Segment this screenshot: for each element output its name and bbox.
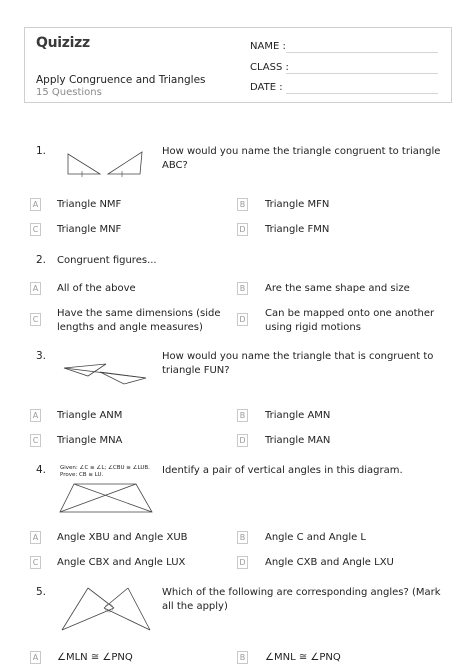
question-text: Congruent figures... (57, 255, 157, 266)
question-text: How would you name the triangle that is congruent to triangle FUN? (162, 351, 434, 376)
option-a-text[interactable]: Angle XBU and Angle XUB (57, 532, 188, 543)
triangle-figure (60, 144, 156, 182)
option-d-text[interactable]: Triangle MAN (265, 435, 331, 446)
option-c-text[interactable]: Triangle MNF (57, 224, 122, 235)
option-c-text[interactable]: Angle CBX and Angle LUX (57, 557, 186, 568)
option-b-text[interactable]: Triangle AMN (265, 410, 331, 421)
option-b-box[interactable]: B (237, 531, 248, 544)
question-count: 15 Questions (36, 87, 102, 98)
option-b-box[interactable]: B (237, 282, 248, 295)
option-a-box[interactable]: A (30, 282, 41, 295)
date-label: DATE : (250, 82, 283, 93)
name-label: NAME : (250, 41, 286, 52)
class-label: CLASS : (250, 62, 289, 73)
option-b-text[interactable]: ∠MNL ≅ ∠PNQ (265, 652, 341, 663)
question-number: 4. (36, 464, 47, 476)
option-b-text[interactable]: Triangle MFN (265, 199, 330, 210)
option-a-text[interactable]: All of the above (57, 283, 136, 294)
option-a-box[interactable]: A (30, 198, 41, 211)
option-b-box[interactable]: B (237, 409, 248, 422)
option-c-box[interactable]: C (30, 556, 41, 569)
option-d-box[interactable]: D (237, 434, 248, 447)
class-line[interactable] (286, 73, 438, 74)
given-text: Given: ∠C ≅ ∠L; ∠CBU ≅ ∠LUB. (60, 465, 150, 471)
option-d-text[interactable]: Can be mapped onto one another using rigid motions (265, 308, 435, 333)
worksheet-title: Apply Congruence and Triangles (36, 74, 206, 86)
option-c-text[interactable]: Have the same dimensions (side lengths and angle measures) (57, 308, 221, 333)
option-a-box[interactable]: A (30, 531, 41, 544)
option-a-box[interactable]: A (30, 409, 41, 422)
option-d-box[interactable]: D (237, 556, 248, 569)
option-c-box[interactable]: C (30, 223, 41, 236)
option-c-box[interactable]: C (30, 313, 41, 326)
option-a-text[interactable]: ∠MLN ≅ ∠PNQ (57, 652, 133, 663)
option-d-box[interactable]: D (237, 313, 248, 326)
option-d-text[interactable]: Triangle FMN (265, 224, 330, 235)
option-a-text[interactable]: Triangle NMF (57, 199, 122, 210)
option-a-box[interactable]: A (30, 651, 41, 664)
option-b-text[interactable]: Angle C and Angle L (265, 532, 366, 543)
quizizz-logo: Quizizz (36, 35, 90, 51)
option-a-text[interactable]: Triangle ANM (57, 410, 123, 421)
option-b-box[interactable]: B (237, 651, 248, 664)
angles-figure (54, 582, 158, 636)
name-line[interactable] (286, 52, 438, 53)
question-text: Identify a pair of vertical angles in this diagram. (162, 465, 403, 476)
prove-text: Prove: CB ≅ LU. (60, 472, 104, 478)
option-c-text[interactable]: Triangle MNA (57, 435, 123, 446)
date-line[interactable] (286, 93, 438, 94)
option-d-text[interactable]: Angle CXB and Angle LXU (265, 557, 394, 568)
option-c-box[interactable]: C (30, 434, 41, 447)
question-number: 2. (36, 254, 47, 266)
triangle-figure (60, 356, 150, 388)
option-b-box[interactable]: B (237, 198, 248, 211)
option-b-text[interactable]: Are the same shape and size (265, 283, 410, 294)
question-text: How would you name the triangle congruent to triangle ABC? (162, 146, 441, 171)
trapezoid-figure (56, 462, 156, 520)
option-d-box[interactable]: D (237, 223, 248, 236)
question-number: 1. (36, 145, 47, 157)
question-number: 3. (36, 350, 47, 362)
question-text: Which of the following are corresponding angles? (Mark all the apply) (162, 587, 441, 612)
question-number: 5. (36, 586, 47, 598)
